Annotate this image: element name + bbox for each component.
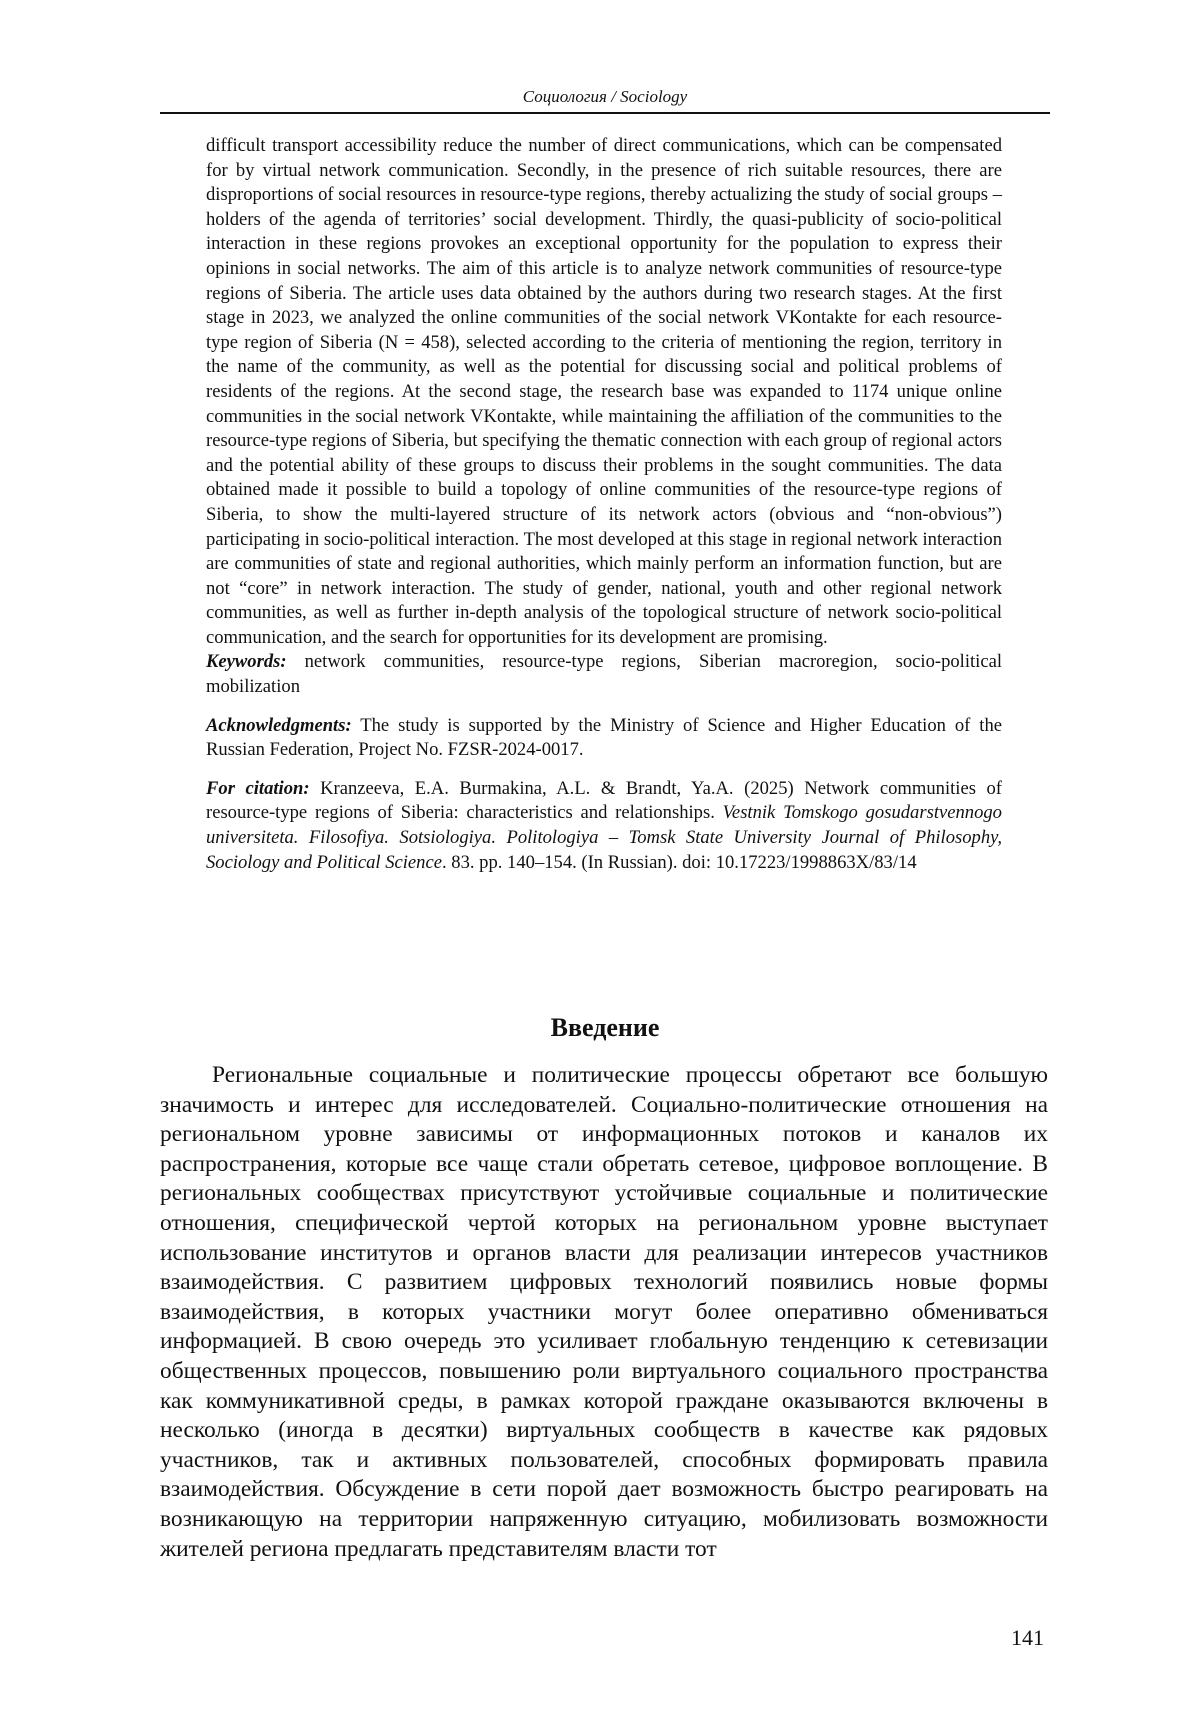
acknowledgments-paragraph: [206, 714, 1002, 763]
section-heading-introduction: Введение: [550, 1013, 660, 1042]
introduction-paragraph: Региональные социальные и политические процессы обретают все большую значимость и интерес для исследователей. Социально-политические отношения на региональном уровне зависимы от информационных потоков и каналов их распространения, которые все чаще стали обретать сетевое, цифровое воплощение. В региональных сообществах присутствуют устойчивые социальные и политические отношения, специфической чертой которых на региональном уровне выступает использование институтов и органов власти для реализации интересов участников взаимодействия. С развитием цифровых технологий появились новые формы взаимодействия, в которых участники могут более оперативно обмениваться информацией. В свою очередь это усиливает глобальную тенденцию к сетевизации общественных процессов, повышению роли виртуального социального пространства как коммуникативной среды, в рамках которой граждане оказываются включены в несколько (иногда в десятки) виртуальных сообществ в качестве как рядовых участников, так и активных пользователей, способных формировать правила взаимодействия. Обсуждение в сети порой дает возможность быстро реагировать на возникающую на территории напряженную ситуацию, мобилизовать возможности жителей региона предлагать представителям власти тот: [160, 1062, 1048, 1562]
page-number: 141: [1011, 1625, 1044, 1650]
keywords-text: network communities, resource-type regions, Siberian macroregion, socio-political mobilization: [206, 651, 1002, 698]
acknowledgments-label: Acknowledgments:: [206, 714, 352, 736]
keywords-label: Keywords:: [206, 651, 287, 673]
acknowledgments-text: The study is supported by the Ministry of Science and Higher Education of the Russian Federation, Project No. FZSR-2024-0017.: [206, 714, 1002, 761]
header-rule: [160, 112, 1050, 114]
abstract-text: difficult transport accessibility reduce the number of direct communications, which can be compensated for by virtual network communication. Secondly, in the presence of rich suitable resources, there are disproportions of social resources in resource-type regions, thereby actualizing the study of social groups – holders of the agenda of territories’ social development. Thirdly, the quasi-publicity of socio-political interaction in these regions provokes an exceptional opportunity for the population to express their opinions in social networks. The aim of this article is to analyze network communities of resource-type regions of Siberia. The article uses data obtained by the authors during two research stages. At the first stage in 2023, we analyzed the online communities of the social network VKontakte for each resource-type region of Siberia (N = 458), selected according to the criteria of mentioning the region, territory in the name of the community, as well as the potential for discussing social and political problems of residents of the regions. At the second stage, the research base was expanded to 1174 unique online communities in the social network VKontakte, while maintaining the affiliation of the communities to the resource-type regions of Siberia, but specifying the thematic connection with each group of regional actors and the potential ability of these groups to discuss their problems in the sought communities. The data obtained made it possible to build a topology of online communities of the resource-type regions of Siberia, to show the multi-layered structure of its network actors (obvious and “non-obvious”) participating in socio-political interaction. The most developed at this stage in regional network interaction are communities of state and regional authorities, which mainly perform an information function, but are not “core” in network interaction. The study of gender, national, youth and other regional network communities, as well as further in-depth analysis of the topological structure of network socio-political communication, and the search for opportunities for its development are promising.: [206, 135, 1002, 648]
keywords-paragraph: [206, 650, 1002, 699]
running-head: Социология / Sociology: [522, 87, 688, 106]
citation-details: . 83. pp. 140–154. (In Russian). doi: 10.17223/1998863X/83/14: [441, 851, 917, 873]
citation-label: For citation:: [206, 777, 310, 799]
citation-journal: Vestnik Tomskogo gosudarstvennogo universiteta. Filosofiya. Sotsiologiya. Politologiya – Tomsk State University Journal of Philosophy, Sociology and Political Science: [206, 802, 1002, 873]
citation-paragraph: [206, 777, 1002, 875]
abstract-block: [206, 134, 1002, 875]
citation-authors: Kranzeeva, E.A. Burmakina, A.L. & Brandt, Ya.A. (2025) Network communities of resource-type regions of Siberia: characteristics and relationships.: [206, 777, 1002, 824]
